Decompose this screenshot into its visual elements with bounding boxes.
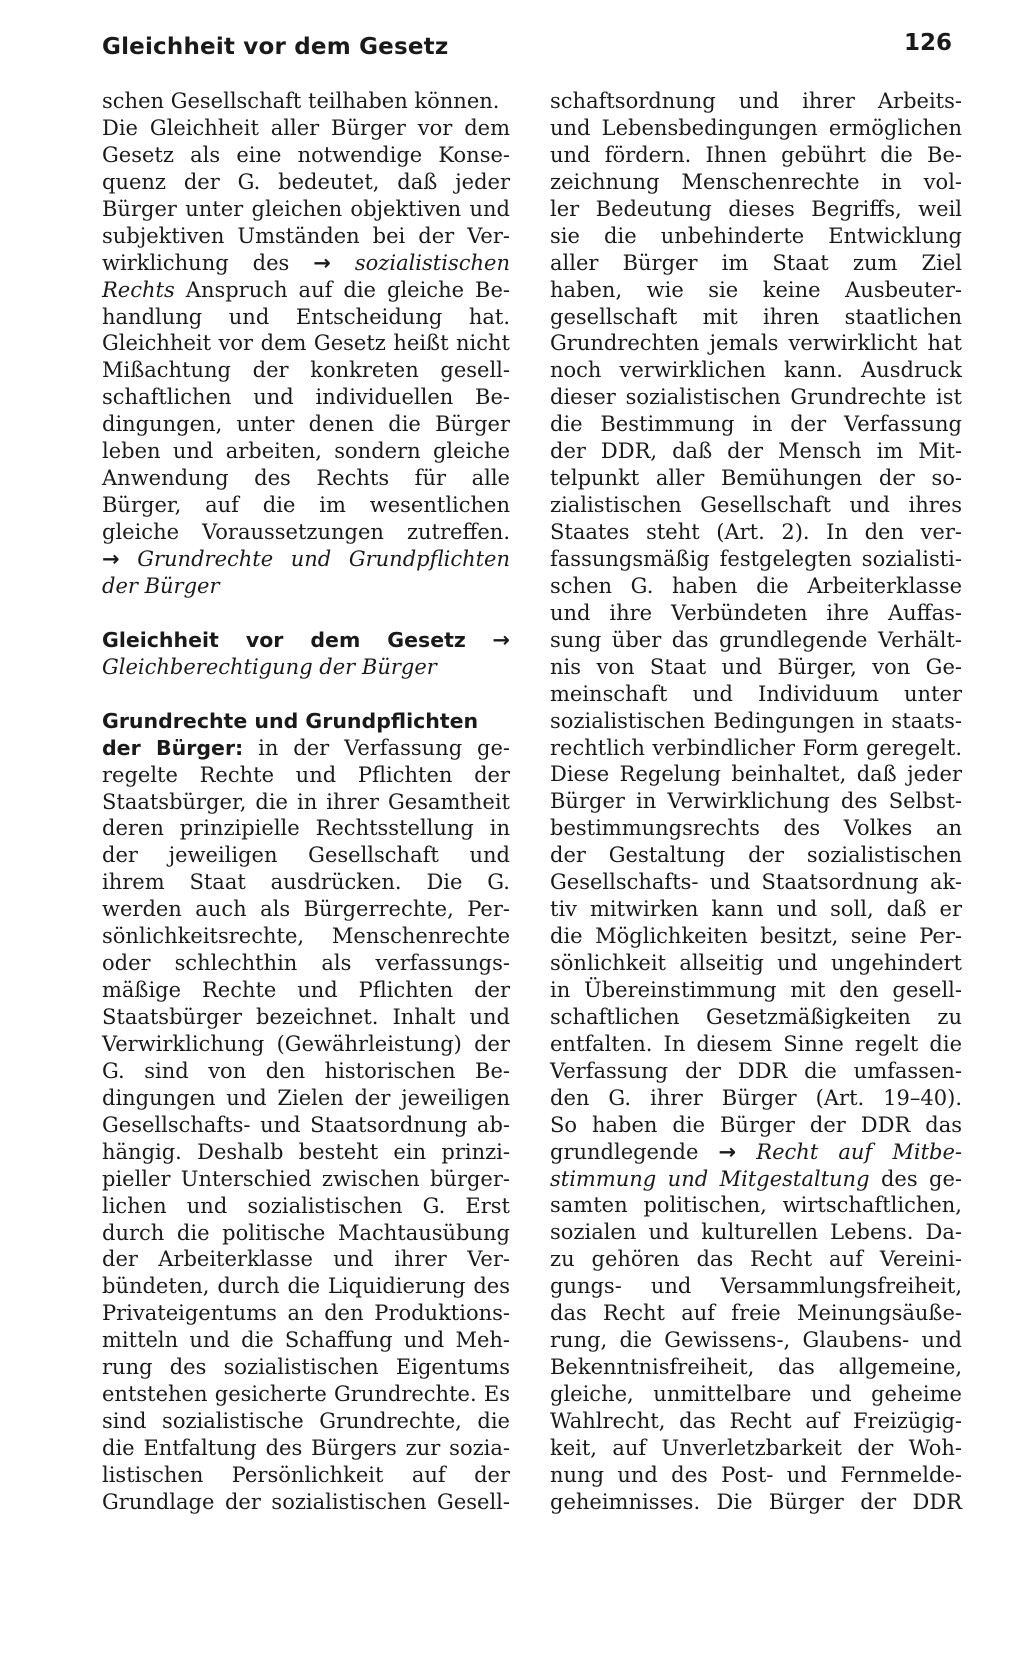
text-segment: schen G. haben die Arbeiterklasse [550,573,962,598]
text-segment: sozialistischen Bedingungen in staats- [550,708,962,733]
text-segment: nis von Staat und Bürger, von Ge- [550,654,962,679]
text-segment: dingungen und Zielen der jeweiligen [102,1085,510,1110]
text-line [550,1031,962,1058]
text-segment: sie die unbehinderte Entwicklung [550,223,962,248]
text-segment: der DDR, daß der Mensch im Mit- [550,439,962,464]
text-line [102,546,510,573]
text-line [102,815,510,842]
text-segment: Bürger, auf die im wesentlichen [102,493,510,518]
text-segment: sönlichkeit allseitig und ungehindert [550,951,962,975]
text-line [550,492,962,519]
text-segment [736,1140,756,1164]
text-line [102,1354,510,1381]
text-segment: oder schlechthin als verfassungs- [102,951,510,976]
text-segment: Staatsbürger bezeichnet. Inhalt und [102,1005,510,1029]
page-number: 126 [904,30,953,56]
text-line [550,1354,962,1381]
text-line [550,977,962,1004]
text-line [102,1058,510,1085]
text-line [550,1462,962,1489]
text-segment: quenz der G. bedeutet, daß jeder [102,169,510,194]
text-segment: in Übereinstimmung mit den gesell- [550,977,962,1002]
text-segment: Anwendung des Rechts für alle [102,466,510,491]
text-line [102,330,510,357]
text-segment: der Gestaltung der sozialistischen [550,843,962,868]
text-line [102,196,510,223]
text-line [102,654,510,681]
text-segment: Verfassung der DDR die umfassen- [550,1058,962,1083]
text-segment: wirklichung des [102,250,314,275]
text-segment: G. sind von den historischen Be- [102,1058,510,1083]
text-segment [120,547,138,571]
text-segment: gleiche, unmittelbare und geheime [550,1382,962,1406]
text-segment: die Möglichkeiten besitzt, seine Per- [550,924,962,949]
paragraph-gap [102,600,510,627]
text-line [550,250,962,277]
text-segment: listischen Persönlichkeit auf der [102,1462,510,1487]
text-segment: Wahlrecht, das Recht auf Freizügig- [550,1408,962,1433]
text-line [102,250,510,277]
text-segment: schaftlichen und individuellen Be- [102,385,510,410]
text-line [550,277,962,304]
text-segment: zialistischen Gesellschaft und ihres [550,493,962,518]
text-line [550,761,962,788]
text-segment: des ge- [869,1166,962,1191]
text-line [550,357,962,384]
text-segment: dieser sozialistischen Grundrechte ist [550,385,962,410]
text-segment: rung, die Gewissens-, Glaubens- und [550,1328,962,1353]
text-line [102,115,510,142]
text-segment: hängig. Deshalb besteht ein prinzi- [102,1139,510,1164]
text-line [550,1004,962,1031]
text-segment: sind sozialistische Grundrechte, die [102,1409,510,1434]
text-line [102,1462,510,1489]
text-line [102,923,510,950]
text-segment: pieller Unterschied zwischen bürger- [102,1166,510,1191]
text-segment: Anspruch auf die gleiche Be- [174,277,510,302]
text-segment: rechtlich verbindlicher Form geregelt. [550,735,962,760]
text-line [102,1327,510,1354]
text-line [102,735,510,762]
text-segment: die Entfaltung des Bürgers zur sozia- [102,1436,510,1460]
text-line [102,1139,510,1166]
text-line [102,1381,510,1408]
text-line [102,1031,510,1058]
text-line [550,1139,962,1166]
text-segment: deren prinzipielle Rechtsstellung in [102,816,510,841]
entry-heading: Gleichheit vor dem Gesetz [102,627,466,652]
text-line [102,1273,510,1300]
text-line [102,223,510,250]
text-line [102,304,510,331]
text-line [102,1300,510,1327]
text-segment: Verwirklichung (Gewährleistung) der [102,1031,510,1056]
text-segment: zeichnung Menschenrechte in vol- [550,169,962,194]
text-line [102,1112,510,1139]
text-line [550,330,962,357]
right-text-column [550,88,962,1516]
text-line [550,304,962,331]
text-line [550,546,962,573]
text-line [102,1220,510,1247]
text-line [102,708,510,735]
text-segment: werden auch als Bürgerrechte, Per- [102,897,510,922]
text-line [102,277,510,304]
text-line [102,896,510,923]
text-segment: Gesetz als eine notwendige Konse- [102,142,510,167]
text-segment: schaftsordnung und ihrer Arbeits- [550,89,962,113]
text-line [102,169,510,196]
text-line [102,142,510,169]
text-line [102,438,510,465]
text-line [102,1193,510,1220]
text-segment: Privateigentums an den Produktions- [102,1301,510,1326]
text-line [102,465,510,492]
text-segment: mäßige Rechte und Pflichten der [102,978,510,1003]
text-line [550,708,962,735]
text-line [102,384,510,411]
text-line [550,788,962,815]
cross-reference-arrow-icon: → [718,1139,737,1164]
text-line [550,1300,962,1327]
text-segment: Gleichheit vor dem Gesetz heißt nicht [102,331,510,356]
text-segment: regelte Rechte und Pflichten der [102,762,510,787]
text-segment: schaftlichen Gesetzmäßigkeiten zu [550,1004,962,1029]
text-line [550,1166,962,1193]
text-line [102,627,510,654]
cross-reference-text: der Bürger [102,573,220,598]
text-line [102,1166,510,1193]
text-line [102,869,510,896]
text-line [550,1246,962,1273]
text-segment: ihrem Staat ausdrücken. Die G. [102,870,510,895]
text-line [550,169,962,196]
cross-reference-text: Grundrechte und Grundpflichten [137,546,510,571]
text-line [550,223,962,250]
text-segment: handlung und Entscheidung hat. [102,304,510,329]
text-segment: den G. ihrer Bürger (Art. 19–40). [550,1085,962,1110]
text-line [102,1489,510,1516]
text-segment: entstehen gesicherte Grundrechte. Es [102,1382,510,1407]
text-segment: Grundlage der sozialistischen Gesell- [102,1489,510,1514]
text-line [550,735,962,762]
text-segment: nung und des Post- und Fernmelde- [550,1462,962,1487]
cross-reference-text: sozialistischen [354,250,510,275]
text-line [550,923,962,950]
text-segment: bündeten, durch die Liquidierung des [102,1274,510,1299]
text-line [550,411,962,438]
text-line [550,1085,962,1112]
text-line [102,519,510,546]
cross-reference-text: Gleichberechtigung der Bürger [102,654,437,679]
text-segment: Die Gleichheit aller Bürger vor dem [102,115,510,140]
text-line [550,384,962,411]
text-segment: Gesellschafts- und Staatsordnung ab- [102,1112,510,1137]
text-segment: fassungsmäßig festgelegten sozialisti- [550,546,962,571]
text-segment: subjektiven Umständen bei der Ver- [102,223,510,248]
text-line [550,1273,962,1300]
text-line [550,142,962,169]
text-segment: entfalten. In diesem Sinne regelt die [550,1031,962,1056]
entry-heading: Grundrechte und Grundpflichten [102,708,479,733]
text-segment: meinschaft und Individuum unter [550,681,962,706]
text-segment: mitteln und die Schaffung und Meh- [102,1328,510,1353]
text-segment: leben und arbeiten, sondern gleiche [102,439,510,464]
text-segment: und Lebensbedingungen ermöglichen [550,115,962,140]
cross-reference-text: Recht auf Mitbe- [756,1139,962,1164]
text-line [550,842,962,869]
cross-reference-text: Rechts [102,277,175,302]
text-segment: der jeweiligen Gesellschaft und [102,843,510,868]
running-head: Gleichheit vor dem Gesetz [102,34,449,60]
text-segment: tiv mitwirken kann und soll, daß er [550,897,962,922]
text-line [550,1112,962,1139]
text-line [550,1489,962,1516]
text-line [550,627,962,654]
text-line [550,1408,962,1435]
text-line [550,88,962,115]
text-segment [331,251,355,275]
text-line [102,1004,510,1031]
text-line [550,950,962,977]
text-segment: Gesellschafts- und Staatsordnung ak- [550,870,962,895]
text-line [102,1408,510,1435]
text-segment: So haben die Bürger der DDR das [550,1112,962,1137]
paragraph-gap [102,681,510,708]
text-segment: Diese Regelung beinhaltet, daß jeder [550,762,962,787]
text-line [102,411,510,438]
text-line [102,573,510,600]
text-segment: bestimmungsrechts des Volkes an [550,816,962,841]
text-segment: zu gehören das Recht auf Vereini- [550,1247,962,1272]
text-segment: geheimnisses. Die Bürger der DDR [550,1489,962,1514]
text-segment: durch die politische Machtausübung [102,1220,510,1245]
text-line [550,600,962,627]
text-line [102,1246,510,1273]
text-line [102,1435,510,1462]
text-segment: haben, wie sie keine Ausbeuter- [550,277,962,302]
text-segment: und fördern. Ihnen gebührt die Be- [550,142,962,167]
text-line [102,762,510,789]
text-line [102,842,510,869]
text-line [550,896,962,923]
text-segment: rung des sozialistischen Eigentums [102,1355,510,1380]
text-line [550,1058,962,1085]
text-line [550,1435,962,1462]
text-line [550,1192,962,1219]
text-segment: gleiche Voraussetzungen zutreffen. [102,520,510,544]
cross-reference-arrow-icon: → [313,250,331,275]
text-segment: gesellschaft mit ihren staatlichen [550,304,962,329]
text-segment: Bekenntnisfreiheit, das allgemeine, [550,1355,962,1380]
text-line [550,1327,962,1354]
left-text-column [102,88,510,1516]
text-segment: Staates steht (Art. 2). In den ver- [550,520,962,544]
text-line [102,492,510,519]
text-line [550,196,962,223]
text-segment: samten politischen, wirtschaftlichen, [550,1193,962,1218]
cross-reference-arrow-icon: → [102,546,120,571]
text-line [550,1219,962,1246]
text-line [102,1085,510,1112]
text-line [550,815,962,842]
text-segment: keit, auf Unverletzbarkeit der Woh- [550,1435,962,1460]
text-segment [466,628,493,652]
text-segment: Staatsbürger, die in ihrer Gesamtheit [102,789,510,814]
text-segment: sung über das grundlegende Verhält- [550,627,962,652]
text-segment: ler Bedeutung dieses Begriffs, weil [550,196,962,221]
text-segment: sönlichkeitsrechte, Menschenrechte [102,924,510,949]
text-line [550,1381,962,1408]
text-segment: Grundrechten jemals verwirklicht hat [550,331,962,356]
text-line [550,438,962,465]
text-segment: telpunkt aller Bemühungen der so- [550,466,962,491]
text-segment: gungs- und Versammlungsfreiheit, [550,1274,962,1299]
cross-reference-arrow-icon: → [492,627,510,652]
text-segment: in der Verfassung ge- [243,735,510,760]
text-line [102,977,510,1004]
text-segment: Bürger in Verwirklichung des Selbst- [550,789,962,814]
text-segment: Bürger unter gleichen objektiven und [102,196,510,221]
text-line [102,950,510,977]
text-segment: der Arbeiterklasse und ihrer Ver- [102,1247,510,1272]
text-line [550,869,962,896]
text-segment: dingungen, unter denen die Bürger [102,412,510,437]
text-line [550,681,962,708]
text-segment: lichen und sozialistischen G. Erst [102,1193,510,1218]
text-segment: die Bestimmung in der Verfassung [550,412,962,437]
entry-heading: der Bürger: [102,735,244,760]
text-line [550,654,962,681]
text-segment: schen Gesellschaft teilhaben können. [102,89,500,113]
text-segment: das Recht auf freie Meinungsäuße- [550,1301,962,1326]
text-line [550,573,962,600]
text-line [550,465,962,492]
cross-reference-text: stimmung und Mitgestaltung [550,1166,870,1191]
text-segment: noch verwirklichen kann. Ausdruck [550,358,962,383]
text-segment: Mißachtung der konkreten gesell- [102,358,510,383]
text-segment: und ihre Verbündeten ihre Auffas- [550,600,962,625]
text-line [550,519,962,546]
text-line [550,115,962,142]
text-segment: sozialen und kulturellen Lebens. Da- [550,1220,962,1245]
text-segment: grundlegende [550,1139,719,1164]
text-line [102,789,510,816]
text-line [102,357,510,384]
text-line [102,88,510,115]
text-segment: aller Bürger im Staat zum Ziel [550,250,962,275]
